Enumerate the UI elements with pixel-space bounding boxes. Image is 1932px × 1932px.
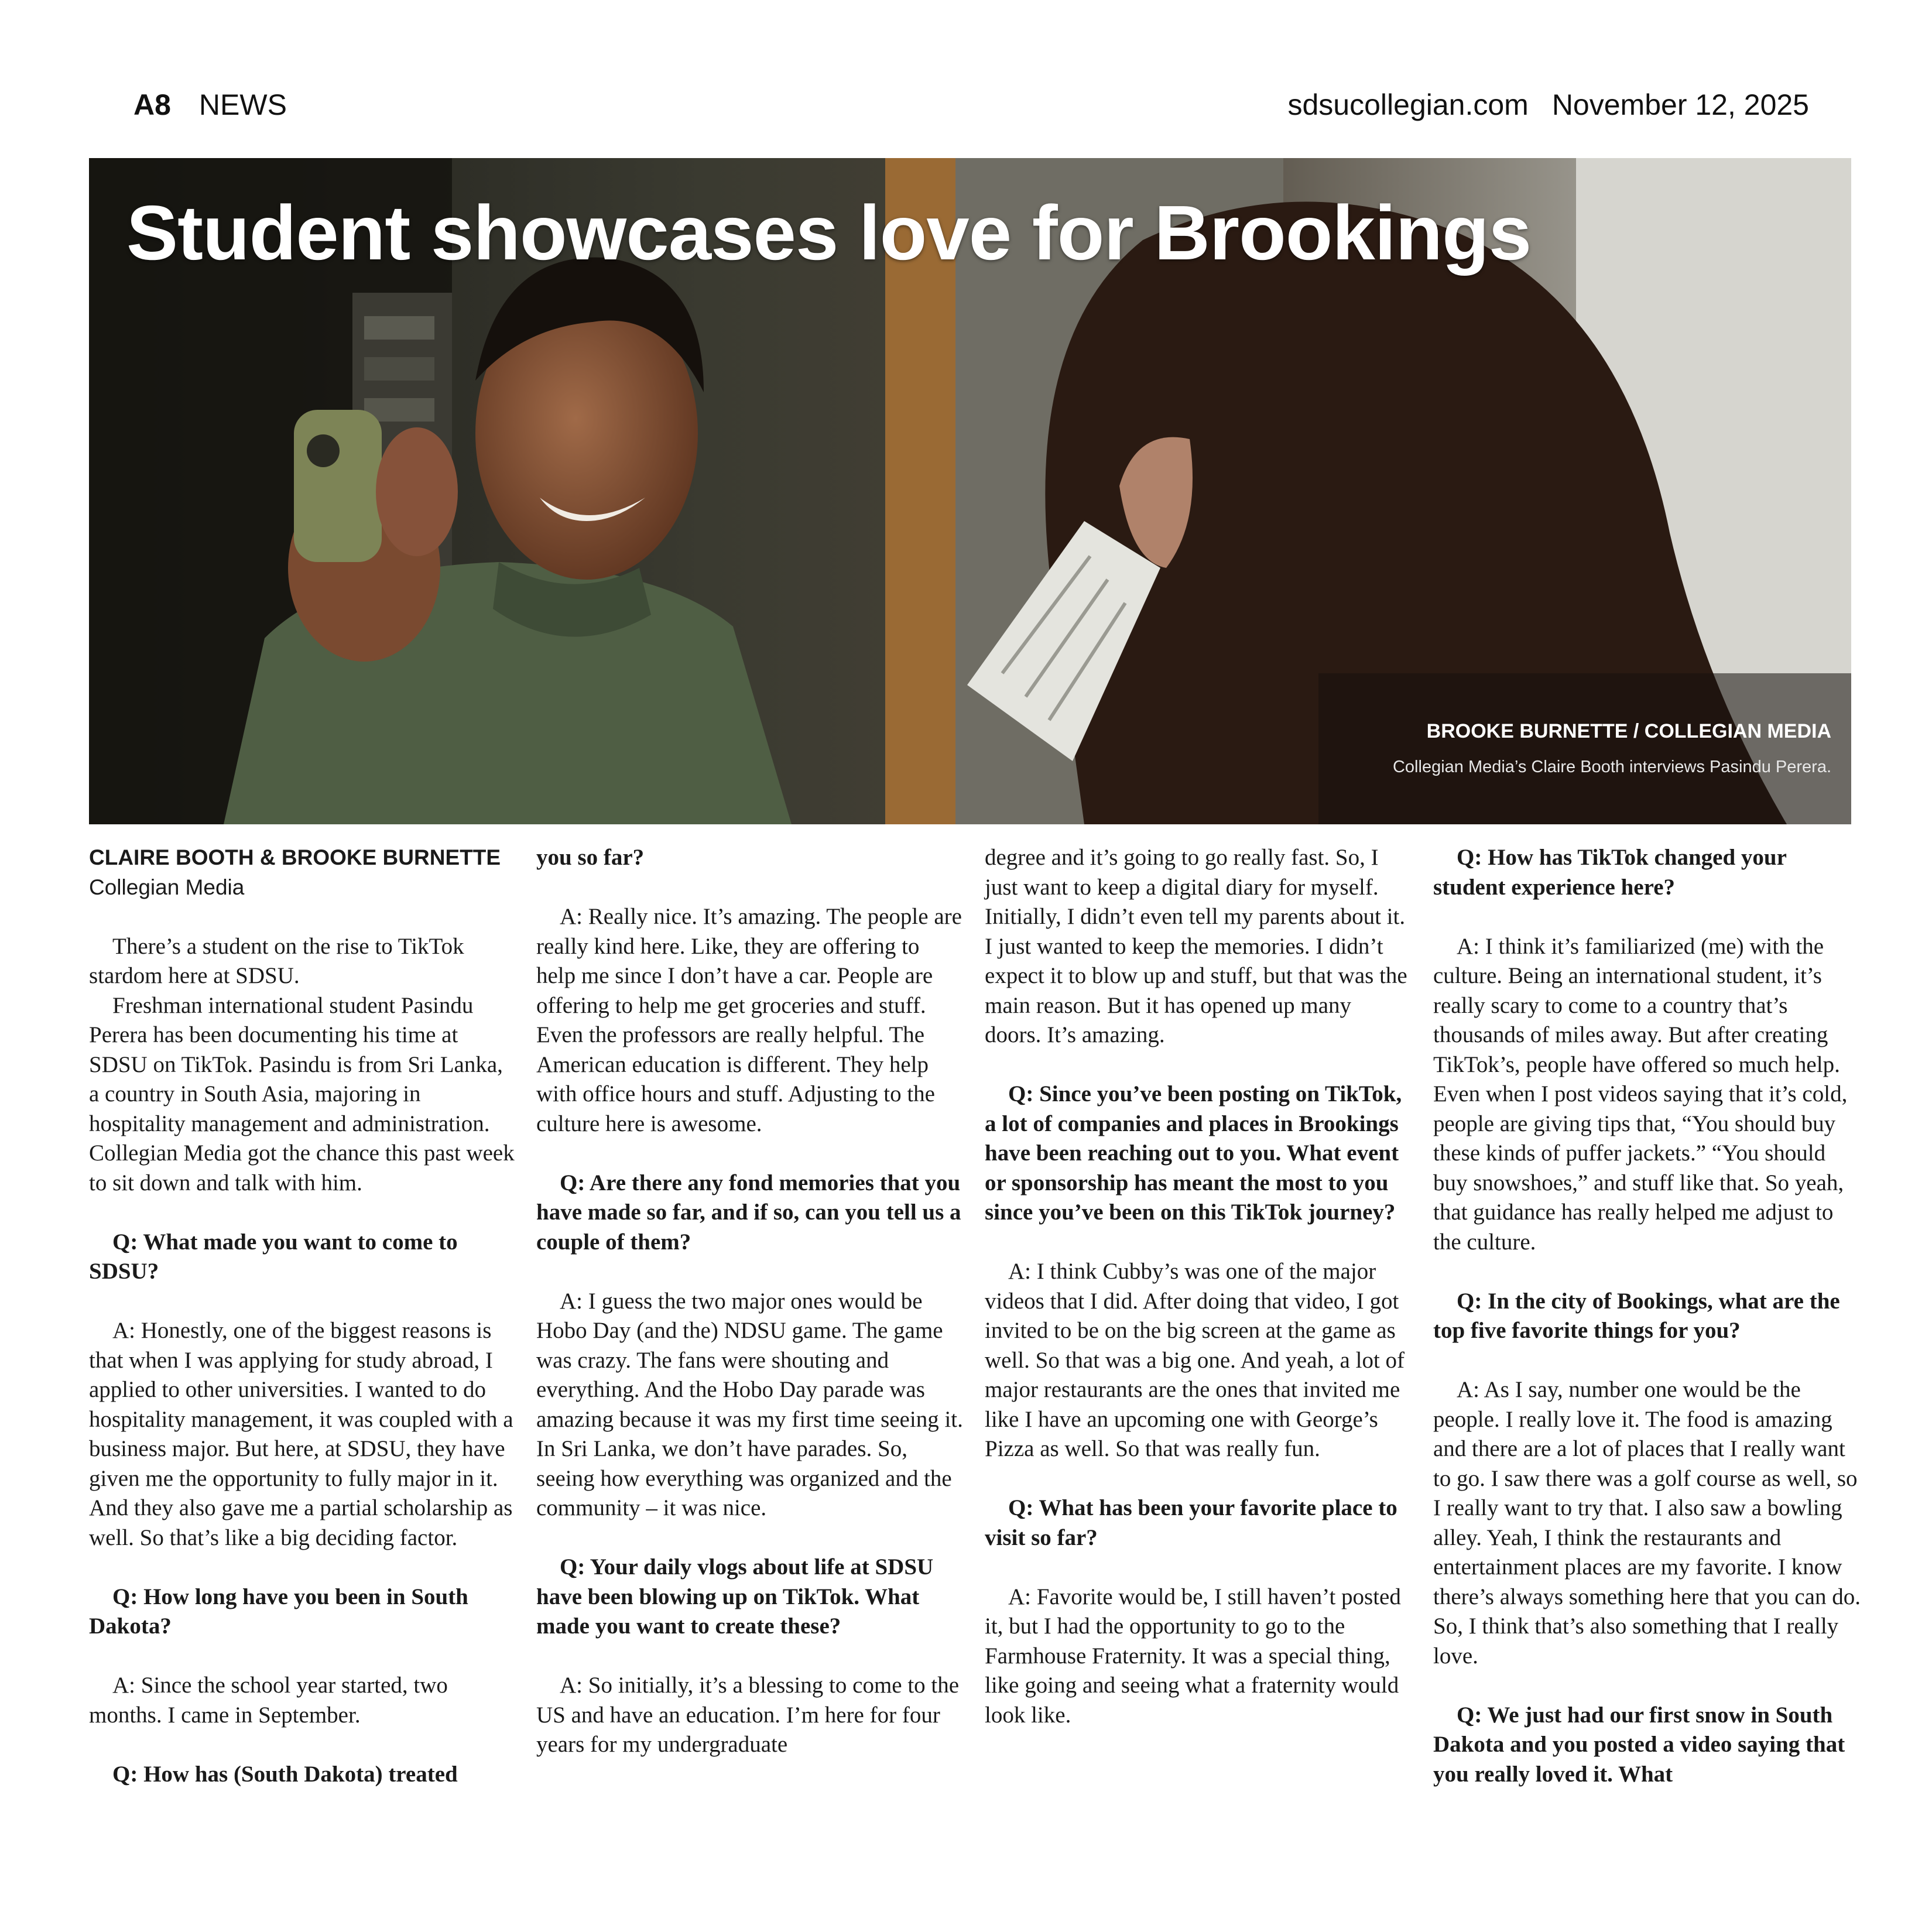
interview-question: Q: We just had our first snow in South Dakota and you posted a video saying that you really loved it. What [1433,1702,1845,1787]
article-paragraph: Freshman international student Pasindu Perera has been documenting his time at SDSU on TikTok. Pasindu is from Sri Lanka, a country in South Asia, majoring in hospitality management and administration. Collegian Media got the chance this past week to sit down and talk with him. [89,992,515,1195]
headline: Student showcases love for Brookings [126,190,1532,276]
interview-answer: A: So initially, it’s a blessing to come to the US and have an education. I’m here for four years for my undergraduate [536,1673,960,1757]
section-name: NEWS [198,88,287,121]
byline [89,843,516,902]
photo-credit: BROOKE BURNETTE / COLLEGIAN MEDIA [1426,720,1831,742]
interview-answer: A: Favorite would be, I still haven’t posted it, but I had the opportunity to go to the Farmhouse Fraternity. It was a special thing, like going and seeing what a fraternity would look like. [985,1584,1401,1728]
interview-question: Q: Since you’ve been posting on TikTok, a lot of companies and places in Brookings have been reaching out to you. What event or sponsorship has meant the most to you since you’ve been on this TikTok journey? [985,1081,1402,1225]
issue-date: November 12, 2025 [1551,88,1809,121]
interview-answer: A: I think Cubby’s was one of the major videos that I did. After doing that video, I got invited to be on the big screen at the game as well. So that was a big one. And yeah, a lot of major restaurants are the ones that invited me like I have an upcoming one with George’s Pizza as well. So that was really fun. [985,1259,1405,1461]
interview-answer: A: I guess the two major ones would be Hobo Day (and the) NDSU game. The game was crazy. The fans were shouting and everything. And the Hobo Day parade was amazing because it was my first time seeing it. In Sri Lanka, we don’t have parades. So, seeing how everything was organized and the community – it was nice. [536,1288,963,1520]
article-column-1 [89,843,516,1789]
interview-answer: A: I think it’s familiarized (me) with the culture. Being an international student, it’s really scary to come to a country that’s thousands of miles away. But after creating TikTok’s, people have offered so much help. Even when I post videos saying that it’s cold, people are giving tips that, “You should buy these kinds of puffer jackets.” “You should buy snowshoes,” and stuff like that. So yeah, that guidance has really helped me adjust to the culture. [1433,933,1848,1255]
lead-photo [89,158,1851,824]
interview-answer: A: Since the school year started, two months. I came in September. [89,1673,448,1728]
interview-question-continued: you so far? [536,845,645,870]
interview-question: Q: In the city of Bookings, what are the top five favorite things for you? [1433,1288,1840,1343]
interview-question: Q: How has (South Dakota) treated [112,1761,458,1787]
interview-answer: A: Honestly, one of the biggest reasons is that when I was applying for study abroad, I applied to other universities. I wanted to do hospitality management, it was coupled with a business major. But here, at SDSU, they have given me the opportunity to fully major in it. And they also gave me a partial scholarship as well. So that’s like a big deciding factor. [89,1318,513,1550]
interview-question: Q: How long have you been in South Dakota? [89,1584,468,1639]
article-column-2 [536,843,964,1760]
interview-question: Q: What made you want to come to SDSU? [89,1229,458,1284]
article-paragraph: There’s a student on the rise to TikTok stardom here at SDSU. [89,933,464,988]
page-section-label [133,88,287,122]
byline-authors: CLAIRE BOOTH & BROOKE BURNETTE [89,845,501,869]
page-meta [1288,88,1810,122]
interview-question: Q: Your daily vlogs about life at SDSU have been blowing up on TikTok. What made you want to create these? [536,1554,934,1639]
article-column-3 [985,843,1412,1730]
interview-question: Q: What has been your favorite place to visit so far? [985,1495,1397,1550]
interview-question: Q: How has TikTok changed your student experience here? [1433,845,1787,900]
photo-caption: Collegian Media’s Claire Booth interviews Pasindu Perera. [1392,758,1831,776]
byline-organization: Collegian Media [89,875,245,899]
article-column-4 [1433,843,1861,1789]
interview-question: Q: Are there any fond memories that you have made so far, and if so, can you tell us a couple of them? [536,1170,961,1255]
interview-answer-continued: degree and it’s going to go really fast. So, I just want to keep a digital diary for myself. Initially, I didn’t even tell my parents about it. I just wanted to keep the memories. I didn’t expect it to blow up and stuff, but that was the main reason. But it has opened up many doors. It’s amazing. [985,845,1407,1047]
interview-answer: A: Really nice. It’s amazing. The people are really kind here. Like, they are offering to help me since I don’t have a car. People are offering to help me get groceries and stuff. Even the professors are really helpful. The American education is different. They help with office hours and stuff. Adjusting to the culture here is awesome. [536,904,962,1136]
interview-answer: A: As I say, number one would be the people. I really love it. The food is amazing and there are a lot of places that I really want to go. I saw there was a golf course as well, so I really want to try that. I also saw a bowling alley. Yeah, I think the restaurants and entertainment places are my favorite. I know there’s always something here that you can do. So, I think that’s also something that I really love. [1433,1377,1861,1669]
site-url: sdsucollegian.com [1287,88,1529,121]
page-header [133,82,1809,129]
page-number: A8 [133,88,171,121]
